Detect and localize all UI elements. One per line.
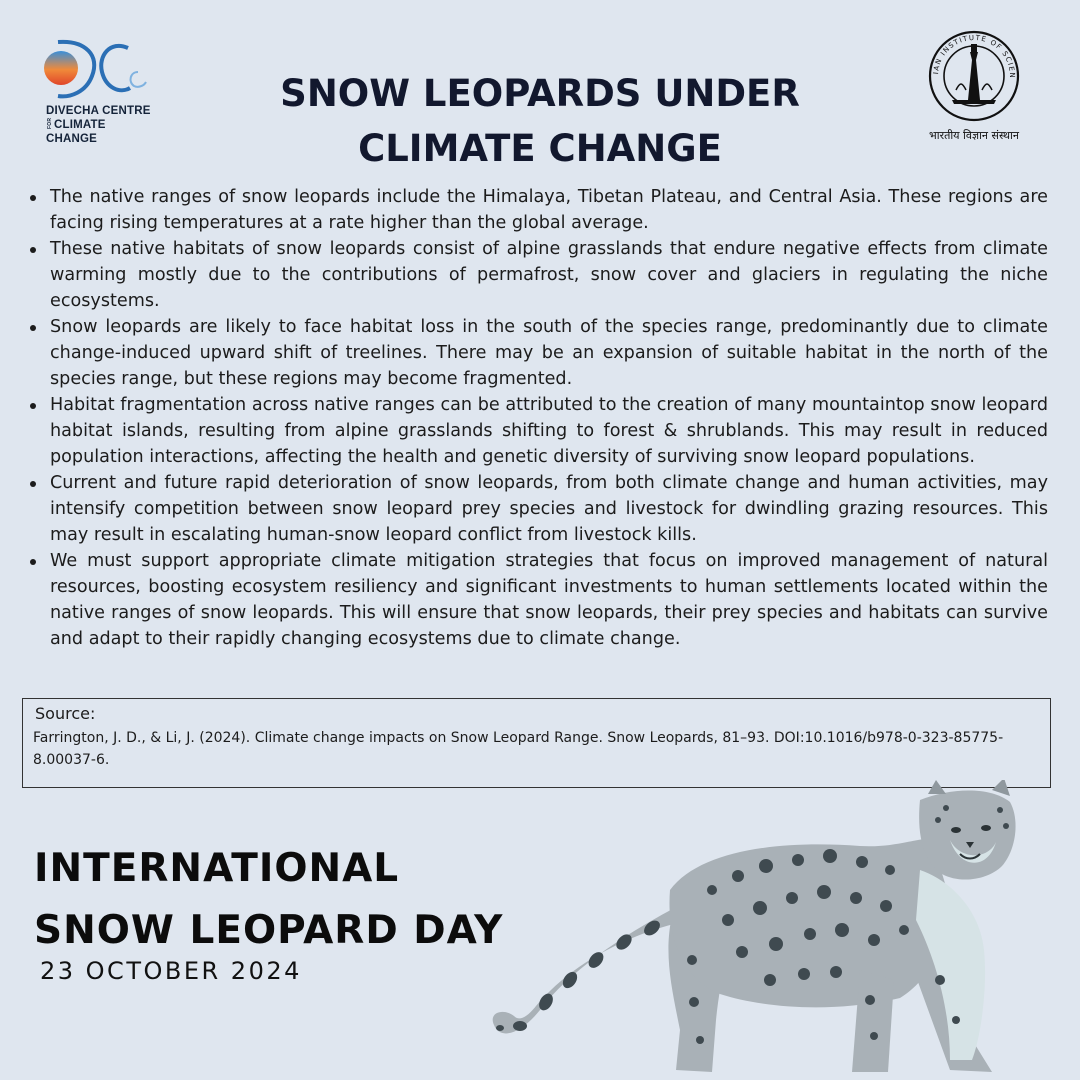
event-date: 23 OCTOBER 2024 <box>40 957 302 985</box>
bullet-item <box>26 236 1048 314</box>
source-citation: Farrington, J. D., & Li, J. (2024). Climate change impacts on Snow Leopard Range. Snow Leopards, 81–93. DOI:10.1016/b978-0-323-85775-8.00037-6. <box>33 730 1004 768</box>
title-line1: SNOW LEOPARDS UNDER <box>280 72 800 115</box>
snow-leopard-illustration <box>480 780 1070 1080</box>
bullet-dot-icon <box>30 559 36 565</box>
bullet-dot-icon <box>30 403 36 409</box>
bullet-dot-icon <box>30 247 36 253</box>
page-title <box>200 66 880 176</box>
seal-ring-text: IAN INSTITUTE OF SCIEN <box>932 33 1017 80</box>
logo-left-line1: DIVECHA CENTRE <box>46 105 151 117</box>
bullet-text: The native ranges of snow leopards include the Himalaya, Tibetan Plateau, and Central Asia. These regions are facing rising temperatures at a rate higher than the global average. <box>50 187 1048 233</box>
title-line2: CLIMATE CHANGE <box>358 127 722 170</box>
bullet-dot-icon <box>30 195 36 201</box>
bullet-item <box>26 470 1048 548</box>
source-box <box>22 698 1051 788</box>
bullet-item <box>26 392 1048 470</box>
logo-left-for: FOR <box>47 117 53 129</box>
bullet-text: Snow leopards are likely to face habitat loss in the south of the species range, predominantly due to climate change-induced upward shift of treelines. There may be an expansion of suitable habitat in the north of the species range, but these regions may become fragmented. <box>50 317 1048 389</box>
event-title <box>34 838 503 962</box>
bullet-item <box>26 548 1048 652</box>
key-points-list <box>26 184 1048 652</box>
dcc-logo-icon <box>40 38 150 102</box>
bullet-dot-icon <box>30 325 36 331</box>
bullet-dot-icon <box>30 481 36 487</box>
bullet-item <box>26 184 1048 236</box>
bullet-text: Habitat fragmentation across native ranges can be attributed to the creation of many mountaintop snow leopard habitat islands, resulting from alpine grasslands shifting to forest & shrublands. This may result in reduced population interactions, affecting the health and genetic diversity of surviving snow leopard populations. <box>50 395 1048 467</box>
event-title-line1: INTERNATIONAL <box>34 846 400 891</box>
event-title-line2: SNOW LEOPARD DAY <box>34 908 504 953</box>
bullet-text: Current and future rapid deterioration of snow leopards, from both climate change and human activities, may intensify competition between snow leopard prey species and livestock for dwindling grazing resources. This may result in escalating human-snow leopard conflict from livestock kills. <box>50 473 1048 545</box>
bullet-text: These native habitats of snow leopards consist of alpine grasslands that endure negative effects from climate warming mostly due to the contributions of permafrost, snow cover and glaciers in regulating the niche ecosystems. <box>50 239 1048 311</box>
iisc-hindi-name: भारतीय विज्ञान संस्थान <box>928 129 1020 142</box>
iisc-seal-icon <box>914 30 1034 126</box>
logo-left-line2: CLIMATE CHANGE <box>46 119 106 146</box>
bullet-item <box>26 314 1048 392</box>
source-label: Source: <box>35 704 96 723</box>
divecha-centre-logo <box>40 38 160 146</box>
bullet-text: We must support appropriate climate mitigation strategies that focus on improved management of natural resources, boosting ecosystem resiliency and significant investments to human settlements located within the native ranges of snow leopards. This will ensure that snow leopards, their prey species and habitats can survive and adapt to their rapidly changing ecosystems due to climate change. <box>50 551 1048 649</box>
iisc-logo <box>914 30 1034 150</box>
